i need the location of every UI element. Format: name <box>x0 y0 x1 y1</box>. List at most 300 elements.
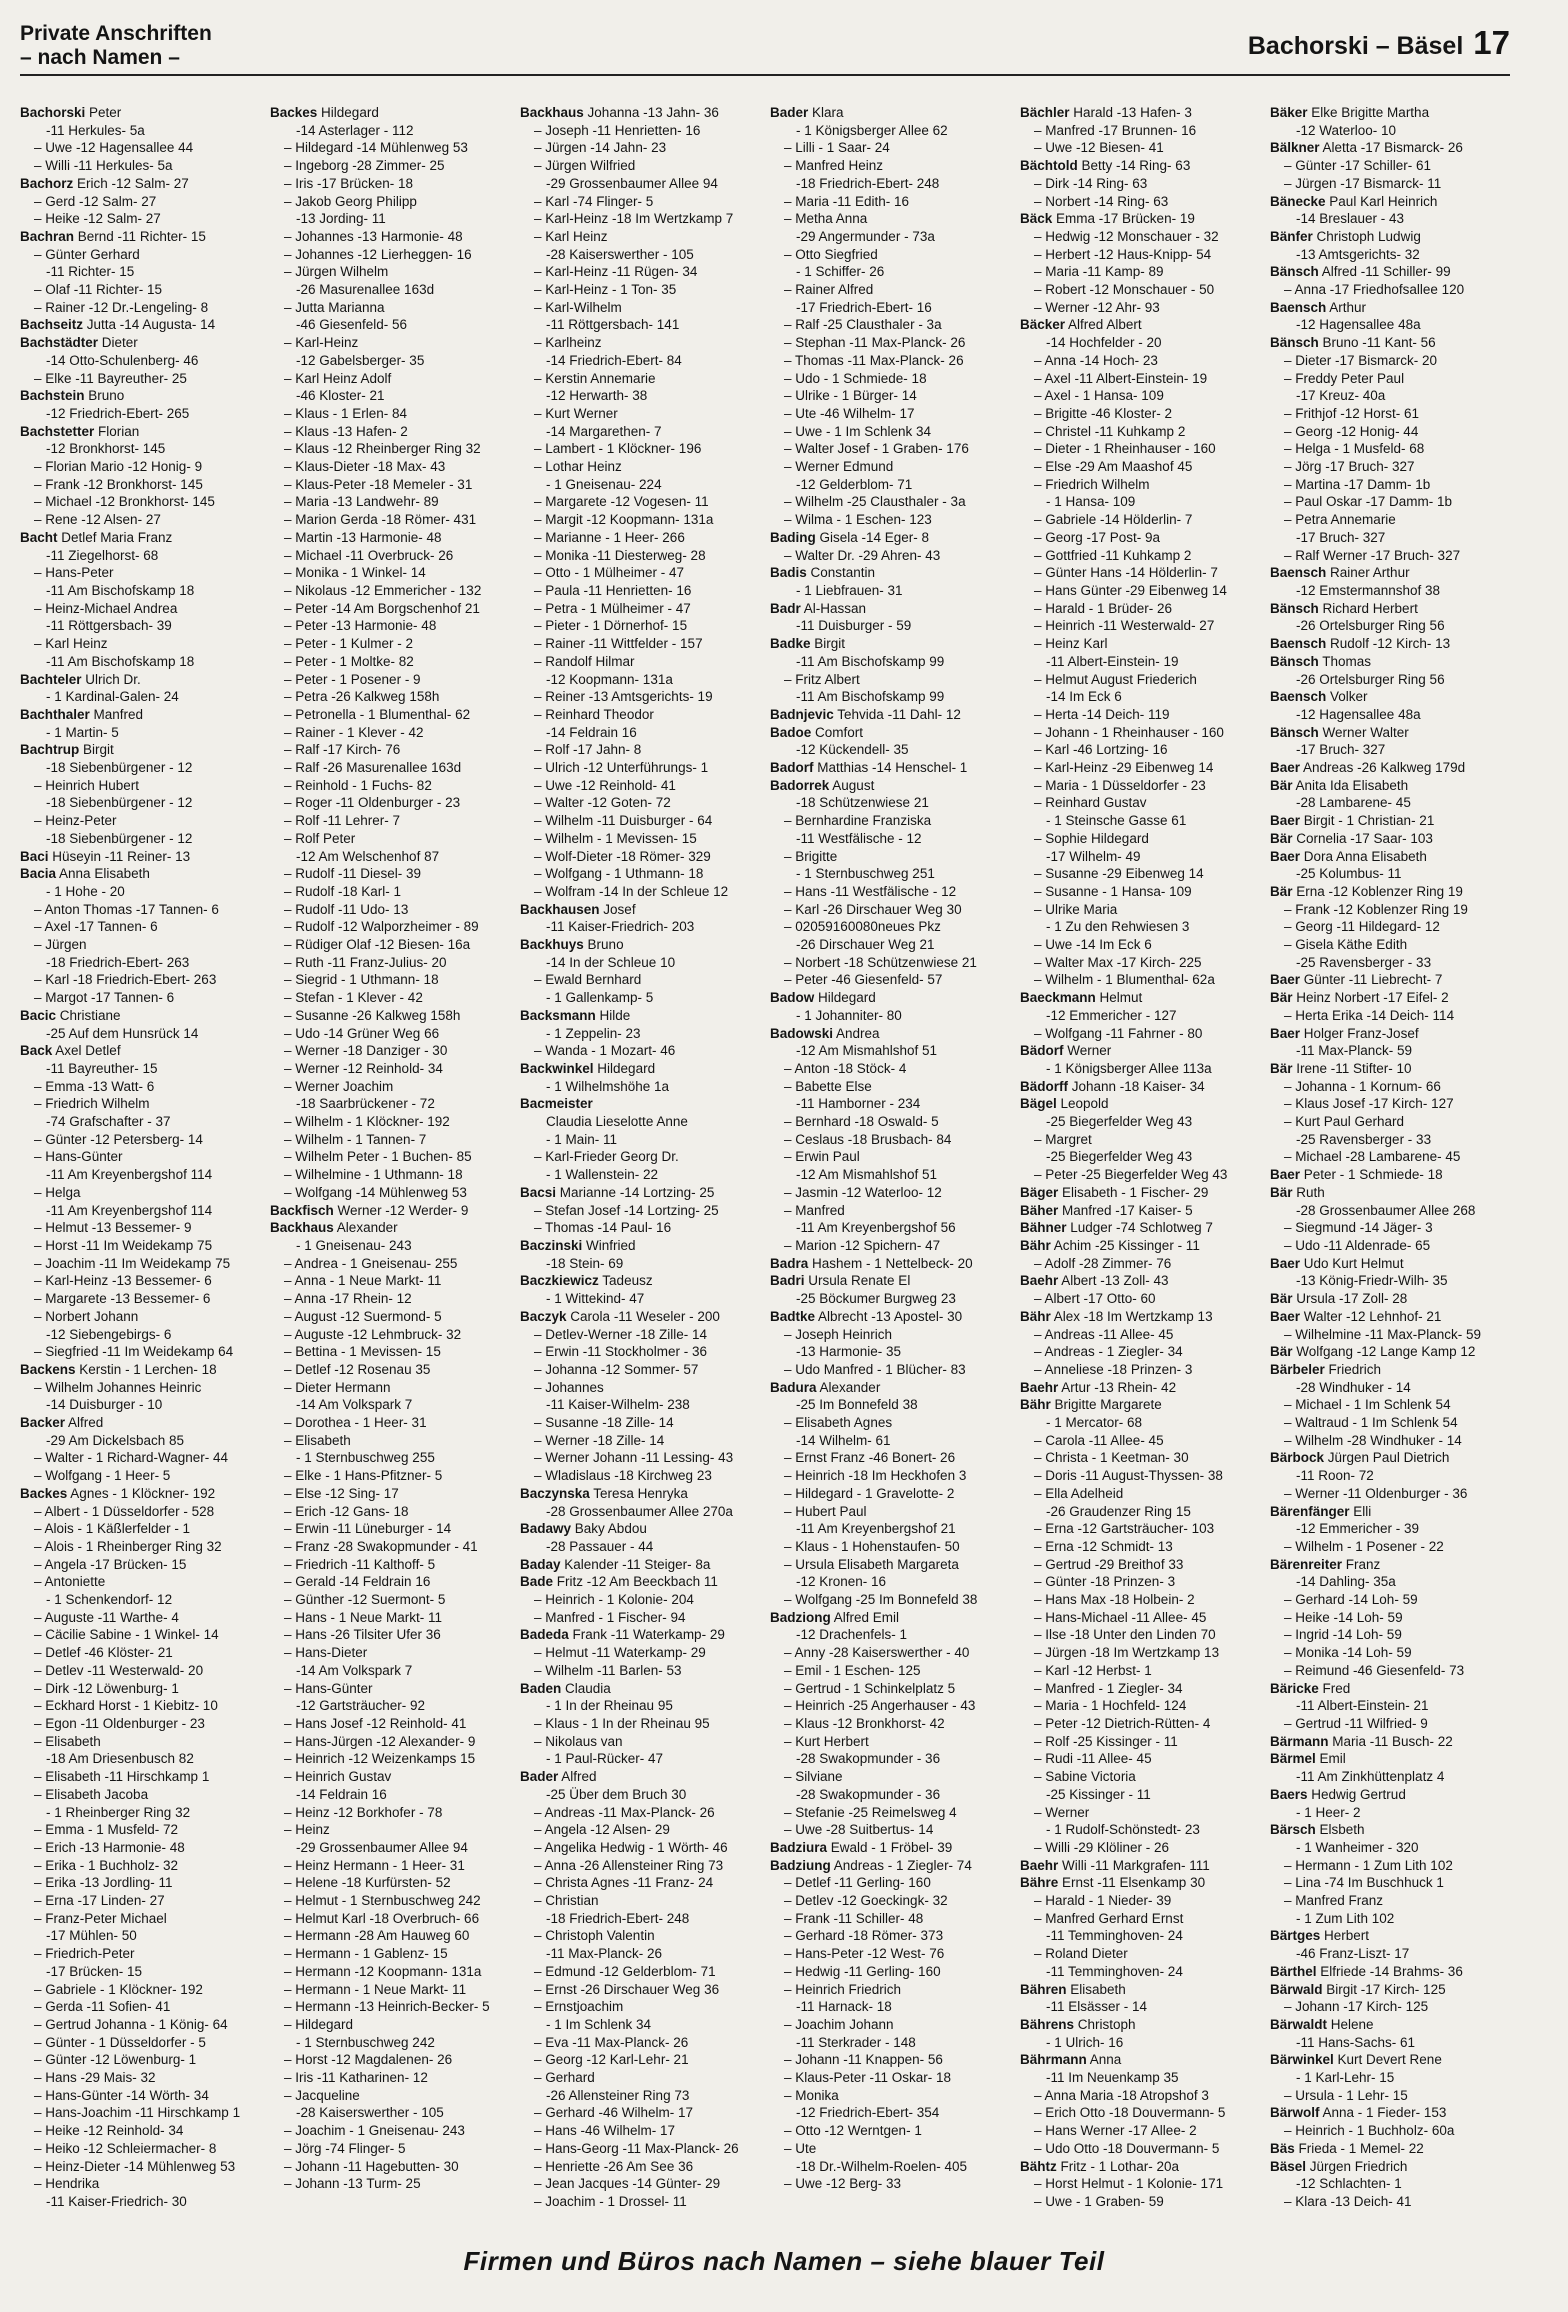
directory-entry <box>520 1095 760 1113</box>
directory-entry: -14 Otto-Schulenberg- 46 <box>46 352 199 368</box>
directory-entry: – Detlev-Werner -18 Zille- 14 <box>534 1326 708 1342</box>
directory-column <box>1020 104 1260 2234</box>
directory-entry: – Pieter - 1 Dörnerhof- 15 <box>534 618 688 634</box>
surname: Bärthel <box>1270 1963 1317 1979</box>
directory-entry: – Hans-Peter -12 West- 76 <box>784 1946 945 1962</box>
surname: Baer <box>1270 1167 1301 1183</box>
directory-entry: – Karl Heinz Adolf <box>284 370 392 386</box>
directory-entry: Backwinkel Hildegard <box>520 1060 656 1076</box>
surname: Bänsch <box>1270 653 1319 669</box>
directory-entry: – Doris -11 August-Thyssen- 38 <box>1034 1468 1223 1484</box>
directory-entry: Bär Ursula -17 Zoll- 28 <box>1270 1291 1408 1307</box>
directory-entry: – Jean Jacques -14 Günter- 29 <box>534 2176 721 2192</box>
directory-entry: – Bernhardine Franziska <box>784 813 932 829</box>
directory-entry: – Karl -46 Lortzing- 16 <box>1034 742 1168 758</box>
directory-entry: – Elke - 1 Hans-Pfitzner- 5 <box>284 1468 443 1484</box>
directory-entry: Back Axel Detlef <box>20 1043 121 1059</box>
directory-entry: – Siegfried -11 Im Weidekamp 64 <box>34 1344 234 1360</box>
directory-entry: – Martina -17 Damm- 1b <box>1284 476 1431 492</box>
directory-entry: – Hermann -28 Am Hauweg 60 <box>284 1928 470 1944</box>
directory-entry: – Norbert -14 Ring- 63 <box>1034 193 1169 209</box>
directory-entry: – Maria -11 Edith- 16 <box>784 193 910 209</box>
directory-entry: – Eckhard Horst - 1 Kiebitz- 10 <box>34 1698 218 1714</box>
page-number: 17 <box>1473 24 1510 61</box>
directory-entry: – Klaus-Peter -11 Oskar- 18 <box>784 2070 952 2086</box>
directory-entry: -26 Graudenzer Ring 15 <box>1046 1503 1191 1519</box>
directory-entry: – Heiko -12 Schleiermacher- 8 <box>34 2140 217 2156</box>
directory-entry: – Uwe - 1 Im Schlenk 34 <box>784 423 932 439</box>
directory-entry: – Wilhelm - 1 Tannen- 7 <box>284 1131 427 1147</box>
directory-entry: Backens Kerstin - 1 Lerchen- 18 <box>20 1361 217 1377</box>
directory-entry: – Roger -11 Oldenburger - 23 <box>284 795 461 811</box>
surname: Back <box>20 1043 53 1059</box>
directory-entry: – Ulrike - 1 Bürger- 14 <box>784 388 917 404</box>
directory-entry: – Joseph Heinrich <box>784 1326 893 1342</box>
directory-entry: -29 Grossenbaumer Allee 94 <box>296 1839 468 1855</box>
directory-entry: – Karl-Heinz - 1 Ton- 35 <box>534 282 677 298</box>
directory-entry: – Lina -74 Im Buschhuck 1 <box>1284 1875 1444 1891</box>
directory-entry: – Lambert - 1 Klöckner- 196 <box>534 441 702 457</box>
directory-entry: – Bernhard -18 Oswald- 5 <box>784 1114 939 1130</box>
directory-entry: Bärbeler Friedrich <box>1270 1361 1382 1377</box>
directory-entry: – Peter - 1 Kulmer - 2 <box>284 636 414 652</box>
surname: Bächtold <box>1020 158 1078 174</box>
directory-entry: – Wilhelm -11 Barlen- 53 <box>534 1662 682 1678</box>
directory-entry: - 1 Hansa- 109 <box>1046 494 1136 510</box>
directory-entry: -11 Am Kreyenbergshof 114 <box>46 1167 213 1183</box>
directory-entry: - 1 Mercator- 68 <box>1046 1415 1143 1431</box>
directory-entry: – Freddy Peter Paul <box>1284 370 1405 386</box>
directory-entry: – Dirk -12 Löwenburg- 1 <box>34 1680 179 1696</box>
directory-entry: – Anton Thomas -17 Tannen- 6 <box>34 901 219 917</box>
surname: Bälkner <box>1270 140 1320 156</box>
directory-entry: – Kurt Paul Gerhard <box>1284 1114 1405 1130</box>
surname: Backhuys <box>520 937 584 953</box>
directory-entry: – Frank -11 Schiller- 48 <box>784 1910 924 1926</box>
directory-entry: – Axel -11 Albert-Einstein- 19 <box>1034 370 1208 386</box>
directory-entry: -17 Mühlen- 50 <box>46 1928 137 1944</box>
directory-entry: -14 Feldrain 16 <box>546 724 637 740</box>
directory-entry: – Erna -17 Linden- 27 <box>34 1893 165 1909</box>
directory-entry: – Wolfgang - 1 Uthmann- 18 <box>534 866 704 882</box>
directory-entry: – Gisela Käthe Edith <box>1284 937 1408 953</box>
directory-entry: – Maria -13 Landwehr- 89 <box>284 494 439 510</box>
directory-entry: Badra Hashem - 1 Nettelbeck- 20 <box>770 1255 973 1271</box>
directory-entry: -14 Friedrich-Ebert- 84 <box>546 352 682 368</box>
surname: Bähren <box>1020 1981 1067 1997</box>
directory-entry: – Karlheinz <box>534 335 602 351</box>
directory-entry: – Margret <box>1034 1131 1092 1147</box>
surname: Bärsch <box>1270 1822 1316 1838</box>
surname: Baer <box>1270 848 1301 864</box>
directory-entry: – Maria -11 Kamp- 89 <box>1034 264 1164 280</box>
directory-entry: – Ingrid -14 Loh- 59 <box>1284 1627 1402 1643</box>
page-range-heading <box>1248 26 1510 63</box>
directory-entry: Bäsel Jürgen Friedrich <box>1270 2158 1408 2174</box>
surname: Badis <box>770 565 807 581</box>
directory-entry: – Werner -18 Danziger - 30 <box>284 1043 448 1059</box>
directory-entry: – Ralf -17 Kirch- 76 <box>284 742 401 758</box>
directory-entry: – Gottfried -11 Kuhkamp 2 <box>1034 547 1192 563</box>
directory-entry: – Cäcilie Sabine - 1 Winkel- 14 <box>34 1627 219 1643</box>
directory-entry: – Monika <box>784 2087 839 2103</box>
directory-entry: - 1 Liebfrauen- 31 <box>796 582 903 598</box>
directory-entry: -25 Kolumbus- 11 <box>1296 866 1402 882</box>
directory-entry: -11 Am Bischofskamp 18 <box>46 653 195 669</box>
directory-entry: Bärbock Jürgen Paul Dietrich <box>1270 1450 1450 1466</box>
directory-entry: – Wilhelm Peter - 1 Buchen- 85 <box>284 1149 472 1165</box>
directory-entry: Baers Hedwig Gertrud <box>1270 1786 1406 1802</box>
directory-entry: – Ilse -18 Unter den Linden 70 <box>1034 1627 1216 1643</box>
directory-entry: – Johann -11 Hagebutten- 30 <box>284 2158 459 2174</box>
directory-entry: – Günter -12 Petersberg- 14 <box>34 1131 203 1147</box>
directory-entry: Bähr Alex -18 Im Wertzkamp 13 <box>1020 1308 1213 1324</box>
directory-entry: – Wilhelm - 1 Klöckner- 192 <box>284 1114 450 1130</box>
directory-entry: – Hermann - 1 Zum Lith 102 <box>1284 1857 1453 1873</box>
directory-entry: -25 Biegerfelder Weg 43 <box>1046 1114 1193 1130</box>
directory-entry: -18 Am Driesenbusch 82 <box>46 1751 194 1767</box>
surname: Bähr <box>1020 1397 1051 1413</box>
directory-entry: – Sabine Victoria <box>1034 1769 1136 1785</box>
directory-entry: – Reinhold - 1 Fuchs- 82 <box>284 777 432 793</box>
surname: Bärwald <box>1270 1981 1323 1997</box>
surname: Badoe <box>770 724 812 740</box>
directory-entry: – Paul Oskar -17 Damm- 1b <box>1284 494 1453 510</box>
surname: Bachran <box>20 228 75 244</box>
directory-entry: – Jürgen -17 Bismarck- 11 <box>1284 175 1442 191</box>
directory-entry: – Helga <box>34 1184 81 1200</box>
directory-entry: – Karl-Heinz -11 Rügen- 34 <box>534 264 698 280</box>
directory-entry: – Peter -25 Biegerfelder Weg 43 <box>1034 1167 1228 1183</box>
directory-entry: – Hans-Georg -11 Max-Planck- 26 <box>534 2140 739 2156</box>
directory-entry: -14 In der Schleue 10 <box>546 954 676 970</box>
directory-entry: – Else -29 Am Maashof 45 <box>1034 459 1193 475</box>
directory-entry: – Joachim - 1 Drossel- 11 <box>534 2193 687 2209</box>
directory-entry: – Erika -13 Jordling- 11 <box>34 1875 173 1891</box>
directory-entry: – Herbert -12 Haus-Knipp- 54 <box>1034 246 1212 262</box>
directory-entry: – Walter Max -17 Kirch- 225 <box>1034 954 1202 970</box>
directory-entry: – Anna -26 Allensteiner Ring 73 <box>534 1857 724 1873</box>
directory-entry: Baer Dora Anna Elisabeth <box>1270 848 1427 864</box>
directory-entry: – Stephan -11 Max-Planck- 26 <box>784 335 966 351</box>
directory-entry: – Uwe -14 Im Eck 6 <box>1034 937 1152 953</box>
directory-entry: – Gerhard -14 Loh- 59 <box>1284 1592 1418 1608</box>
directory-entry: Badura Alexander <box>770 1379 881 1395</box>
directory-entry: - 1 Königsberger Allee 113a <box>1046 1060 1212 1076</box>
surname: Badri <box>770 1273 805 1289</box>
surname: Bäher <box>1020 1202 1059 1218</box>
directory-entry: - 1 Gneisenau- 243 <box>296 1238 412 1253</box>
directory-entry: – Walter -12 Goten- 72 <box>534 795 671 811</box>
directory-entry: – Ursula Elisabeth Margareta <box>784 1556 959 1572</box>
directory-entry: - 1 Rheinberger Ring 32 <box>46 1804 191 1820</box>
directory-entry: – Karl-Frieder Georg Dr. <box>534 1149 679 1165</box>
directory-entry: -11 Hans-Sachs- 61 <box>1296 2034 1416 2050</box>
directory-entry: – Hedwig -11 Gerling- 160 <box>784 1963 941 1979</box>
directory-entry: - 1 Zeppelin- 23 <box>546 1025 641 1041</box>
directory-entry: -11 Am Bischofskamp 99 <box>796 653 945 669</box>
directory-entry: – Rolf Peter <box>284 830 356 846</box>
directory-entry: – Sophie Hildegard <box>1034 830 1149 846</box>
directory-entry: – Johann - 1 Rheinhauser - 160 <box>1034 724 1224 740</box>
directory-entry: -11 Max-Planck- 59 <box>1296 1043 1413 1059</box>
directory-entry: -11 Am Kreyenbergshof 21 <box>796 1521 956 1537</box>
directory-entry: – Werner -11 Oldenburger - 36 <box>1284 1485 1468 1501</box>
surname: Backwinkel <box>520 1060 594 1076</box>
directory-entry: – Helmut - 1 Sternbuschweg 242 <box>284 1893 481 1909</box>
directory-entry: Baczkiewicz Tadeusz <box>520 1273 653 1289</box>
directory-entry: – Heike -14 Loh- 59 <box>1284 1609 1403 1625</box>
directory-entry: – Wolfgang -25 Im Bonnefeld 38 <box>784 1592 978 1608</box>
surname: Backhaus <box>270 1220 334 1236</box>
directory-entry: – Thomas -14 Paul- 16 <box>534 1220 672 1236</box>
directory-entry: Bärenfänger Elli <box>1270 1503 1372 1519</box>
directory-entry: – Klaus-Peter -18 Memeler - 31 <box>284 476 473 492</box>
directory-entry: -28 Passauer - 44 <box>546 1538 654 1554</box>
surname: Baer <box>1270 972 1301 988</box>
directory-entry: – Erna -12 Gartsträucher- 103 <box>1034 1521 1215 1537</box>
directory-entry: -11 Harnack- 18 <box>796 1999 892 2015</box>
directory-entry: Bär Cornelia -17 Saar- 103 <box>1270 830 1433 846</box>
directory-entry: – Herta Erika -14 Deich- 114 <box>1284 1007 1455 1023</box>
directory-entry: -11 Röttgersbach- 141 <box>546 317 680 333</box>
page-header <box>20 22 1510 74</box>
directory-entry: -11 Max-Planck- 26 <box>546 1946 663 1962</box>
directory-entry: – Werner -18 Zille- 14 <box>534 1432 665 1448</box>
directory-entry: Baer Peter - 1 Schmiede- 18 <box>1270 1167 1443 1183</box>
directory-entry: – Michael - 1 Im Schlenk 54 <box>1284 1397 1451 1413</box>
directory-entry: – Anton -18 Stöck- 4 <box>784 1060 907 1076</box>
surname: Backhausen <box>520 901 600 917</box>
directory-entry: – Rainer Alfred <box>784 282 874 298</box>
directory-entry: Badr Al-Hassan <box>770 600 867 616</box>
directory-entry: – Wilhelmine -11 Max-Planck- 59 <box>1284 1326 1482 1342</box>
directory-entry: -26 Ortelsburger Ring 56 <box>1296 671 1445 687</box>
directory-entry: -17 Kreuz- 40a <box>1296 388 1386 404</box>
surname: Bärbock <box>1270 1450 1325 1466</box>
directory-entry: – Karl -18 Friedrich-Ebert- 263 <box>34 972 217 988</box>
directory-entry: Backhuys Bruno <box>520 937 624 953</box>
directory-entry: – Ulrich -12 Unterführungs- 1 <box>534 760 709 776</box>
directory-entry: – Franz -28 Swakopmunder - 41 <box>284 1538 478 1554</box>
directory-entry: Bachran Bernd -11 Richter- 15 <box>20 228 206 244</box>
directory-entry: – Klaus -13 Hafen- 2 <box>284 423 408 439</box>
directory-entry: Bäck Emma -17 Brücken- 19 <box>1020 211 1195 227</box>
directory-entry: – Detlef -12 Rosenau 35 <box>284 1361 431 1377</box>
directory-entry: Bär Heinz Norbert -17 Eifel- 2 <box>1270 990 1449 1006</box>
directory-entry: - 1 Kardinal-Galen- 24 <box>46 689 179 705</box>
directory-entry: – 02059160080neues Pkz <box>784 919 941 935</box>
directory-entry: Bader Alfred <box>520 1769 597 1785</box>
directory-entry: -11 Westfälische - 12 <box>796 830 922 846</box>
directory-entry: – Gabriele - 1 Klöckner- 192 <box>34 1981 203 1997</box>
surname: Badowski <box>770 1025 834 1041</box>
directory-entry: – Hermann - 1 Neue Markt- 11 <box>284 1981 467 1997</box>
directory-entry: – Hans - 1 Neue Markt- 11 <box>284 1609 443 1625</box>
directory-entry: Backhausen Josef <box>520 901 636 917</box>
directory-entry: – Herta -14 Deich- 119 <box>1034 706 1170 722</box>
directory-entry: – Werner -12 Reinhold- 34 <box>284 1060 443 1076</box>
surname: Bade <box>520 1574 554 1590</box>
directory-entry: – Randolf Hilmar <box>534 653 635 669</box>
directory-entry: – Werner -12 Ahr- 93 <box>1034 299 1160 315</box>
directory-entry: – Detlef -46 Klöster- 21 <box>34 1645 173 1661</box>
directory-entry: – Petra - 1 Mülheimer - 47 <box>534 600 691 616</box>
directory-entry: – Heinrich -12 Weizenkamps 15 <box>284 1751 476 1767</box>
surname: Baehr <box>1020 1379 1059 1395</box>
surname: Backer <box>20 1415 66 1431</box>
directory-entry: Bärmann Maria -11 Busch- 22 <box>1270 1733 1453 1749</box>
surname: Badow <box>770 990 815 1006</box>
directory-entry: – Ernst Franz -46 Bonert- 26 <box>784 1450 956 1466</box>
surname: Bachorski <box>20 105 86 120</box>
directory-entry: – Uwe - 1 Graben- 59 <box>1034 2193 1164 2209</box>
directory-entry: – Manfred Gerhard Ernst <box>1034 1910 1184 1926</box>
directory-entry: – Antoniette <box>34 1574 106 1590</box>
surname: Bachteler <box>20 671 82 687</box>
directory-entry: -11 Sterkrader - 148 <box>796 2034 916 2050</box>
directory-entry: – Susanne -26 Kalkweg 158h <box>284 1007 461 1023</box>
directory-entry: – Anna -17 Friedhofsallee 120 <box>1284 282 1465 298</box>
directory-entry: – Rudolf -11 Udo- 13 <box>284 901 409 917</box>
surname: Bärwolf <box>1270 2105 1320 2121</box>
directory-entry: - 1 Gallenkamp- 5 <box>546 990 654 1006</box>
directory-entry: Bägel Leopold <box>1020 1096 1109 1112</box>
directory-entry: Baensch Rudolf -12 Kirch- 13 <box>1270 636 1451 652</box>
directory-entry: – Else -12 Sing- 17 <box>284 1485 399 1501</box>
directory-entry: Bachstädter Dieter <box>20 335 138 351</box>
directory-entry: – Fritz Albert <box>784 671 860 687</box>
surname: Bär <box>1270 1184 1293 1200</box>
directory-entry: – Lilli - 1 Saar- 24 <box>784 140 890 156</box>
directory-entry: – Joachim Johann <box>784 2016 894 2032</box>
directory-entry: Bär Anita Ida Elisabeth <box>1270 777 1409 793</box>
surname: Badziura <box>770 1839 828 1855</box>
directory-entry: – Jörg -17 Bruch- 327 <box>1284 459 1415 475</box>
directory-entry: – Otto -12 Werntgen- 1 <box>784 2123 922 2139</box>
directory-entry: – Walter Josef - 1 Graben- 176 <box>784 441 969 457</box>
directory-entry: – Johannes -12 Lierheggen- 16 <box>284 246 472 262</box>
directory-entry: – Rudolf -11 Diesel- 39 <box>284 866 422 882</box>
directory-entry: – Thomas -11 Max-Planck- 26 <box>784 352 964 368</box>
directory-entry: Bader Klara <box>770 105 844 120</box>
directory-entry: – Heike -12 Reinhold- 34 <box>34 2123 184 2139</box>
surname: Bähre <box>1020 1875 1059 1891</box>
directory-entry: – Ralf -26 Masurenallee 163d <box>284 760 462 776</box>
directory-entry: – Michael -12 Bronkhorst- 145 <box>34 494 215 510</box>
directory-entry: – Manfred -17 Brunnen- 16 <box>1034 122 1197 138</box>
directory-entry: – Georg -12 Karl-Lehr- 21 <box>534 2052 689 2068</box>
surname: Baensch <box>1270 565 1327 581</box>
directory-entry: -46 Kloster- 21 <box>296 388 385 404</box>
directory-entry: – Wolf-Dieter -18 Römer- 329 <box>534 848 711 864</box>
directory-entry: – Hans -26 Tilsiter Ufer 36 <box>284 1627 441 1643</box>
directory-entry: Baensch Volker <box>1270 689 1368 705</box>
directory-entry: – Elisabeth Jacoba <box>34 1786 149 1802</box>
directory-entry: – Gerhard -46 Wilhelm- 17 <box>534 2105 694 2121</box>
directory-entry: – Ernstjoachim <box>534 1999 624 2015</box>
surname: Baczkiewicz <box>520 1273 599 1289</box>
directory-entry: – Gerhard <box>534 2070 595 2086</box>
directory-entry: – Ralf Werner -17 Bruch- 327 <box>1284 547 1461 563</box>
directory-entry: – Gertrud -11 Wilfried- 9 <box>1284 1715 1428 1731</box>
directory-entry: -11 Kaiser-Wilhelm- 238 <box>546 1397 690 1413</box>
directory-entry: -11 Temminghoven- 24 <box>1046 1928 1183 1944</box>
directory-entry: – Hans-Michael -11 Allee- 45 <box>1034 1609 1207 1625</box>
directory-entry: -11 Röttgersbach- 39 <box>46 618 172 634</box>
directory-entry: -46 Franz-Liszt- 17 <box>1296 1946 1410 1962</box>
directory-entry: - 1 Zum Lith 102 <box>1296 1910 1395 1926</box>
directory-entry: -12 Am Welschenhof 87 <box>296 848 440 864</box>
directory-entry: – Axel -17 Tannen- 6 <box>34 919 158 935</box>
surname: Badnjevic <box>770 706 834 722</box>
directory-entry: – Anneliese -18 Prinzen- 3 <box>1034 1361 1193 1377</box>
directory-entry: – Werner Edmund <box>784 459 894 475</box>
surname: Backhaus <box>520 105 584 120</box>
directory-entry: -28 Grossenbaumer Allee 268 <box>1296 1202 1476 1218</box>
directory-entry: – Hubert Paul <box>784 1503 867 1519</box>
directory-entry: – August -12 Suermond- 5 <box>284 1308 442 1324</box>
directory-entry: – Susanne -18 Zille- 14 <box>534 1415 674 1431</box>
surname: Bähr <box>1020 1308 1051 1324</box>
directory-entry: -17 Friedrich-Ebert- 16 <box>796 299 932 315</box>
directory-entry: – Stefan - 1 Klever - 42 <box>284 990 423 1006</box>
directory-entry: -12 Gelderblom- 71 <box>796 476 913 492</box>
directory-entry: – Lothar Heinz <box>534 459 622 475</box>
directory-entry: – Hans Werner -17 Allee- 2 <box>1034 2123 1197 2139</box>
surname: Bärmel <box>1270 1751 1316 1767</box>
surname: Bachstädter <box>20 335 99 351</box>
directory-entry: – Karl Heinz <box>34 636 108 652</box>
directory-entry: – Johann -13 Turm- 25 <box>284 2176 421 2192</box>
directory-entry: – Heinz-Dieter -14 Mühlenweg 53 <box>34 2158 236 2174</box>
directory-entry: - 1 Im Schlenk 34 <box>546 2016 652 2032</box>
directory-entry: – Erna -12 Schmidt- 13 <box>1034 1538 1173 1554</box>
directory-entry: – Uwe -28 Suitbertus- 14 <box>784 1822 934 1838</box>
directory-entry: -28 Windhuker - 14 <box>1296 1379 1411 1395</box>
directory-entry: Baden Claudia <box>520 1680 611 1696</box>
directory-entry: – Ingeborg -28 Zimmer- 25 <box>284 158 445 174</box>
directory-entry: – Roland Dieter <box>1034 1946 1128 1962</box>
directory-entry: – Marion -12 Spichern- 47 <box>784 1238 941 1253</box>
directory-entry: – Karl -74 Flinger- 5 <box>534 193 654 209</box>
directory-entry: – Anna - 1 Neue Markt- 11 <box>284 1273 442 1289</box>
directory-entry: – Susanne -29 Eibenweg 14 <box>1034 866 1204 882</box>
directory-entry: – Heinrich -11 Westerwald- 27 <box>1034 618 1215 634</box>
directory-entry: – Stefanie -25 Reimelsweg 4 <box>784 1804 957 1820</box>
directory-entry: – Michael -11 Overbruck- 26 <box>284 547 454 563</box>
directory-entry: – Johannes <box>534 1379 604 1395</box>
surname: Bär <box>1270 1291 1293 1307</box>
directory-entry: – Petra -26 Kalkweg 158h <box>284 689 440 705</box>
directory-entry: – Helmut August Friederich <box>1034 671 1197 687</box>
directory-entry: – Rainer -11 Wittfelder - 157 <box>534 636 703 652</box>
directory-entry: – Otto - 1 Mülheimer - 47 <box>534 565 685 581</box>
directory-entry: – Rüdiger Olaf -12 Biesen- 16a <box>284 937 471 953</box>
directory-entry: – Ella Adelheid <box>1034 1485 1124 1501</box>
directory-entry: – Friedrich Wilhelm <box>1034 476 1150 492</box>
directory-entry: – Reinhard Theodor <box>534 706 654 722</box>
directory-entry: – Udo -11 Aldenrade- 65 <box>1284 1238 1431 1253</box>
directory-entry: – Udo - 1 Schmiede- 18 <box>784 370 927 386</box>
directory-entry: Baczyk Carola -11 Weseler - 200 <box>520 1308 720 1324</box>
directory-entry: – Norbert -18 Schützenwiese 21 <box>784 954 977 970</box>
directory-entry: -28 Lambarene- 45 <box>1296 795 1411 811</box>
surname: Bär <box>1270 1060 1293 1076</box>
directory-entry: – Hans-Günter <box>284 1680 373 1696</box>
directory-entry: -74 Grafschafter - 37 <box>46 1114 171 1130</box>
directory-entry: – Detlev -12 Goeckingk- 32 <box>784 1893 948 1909</box>
